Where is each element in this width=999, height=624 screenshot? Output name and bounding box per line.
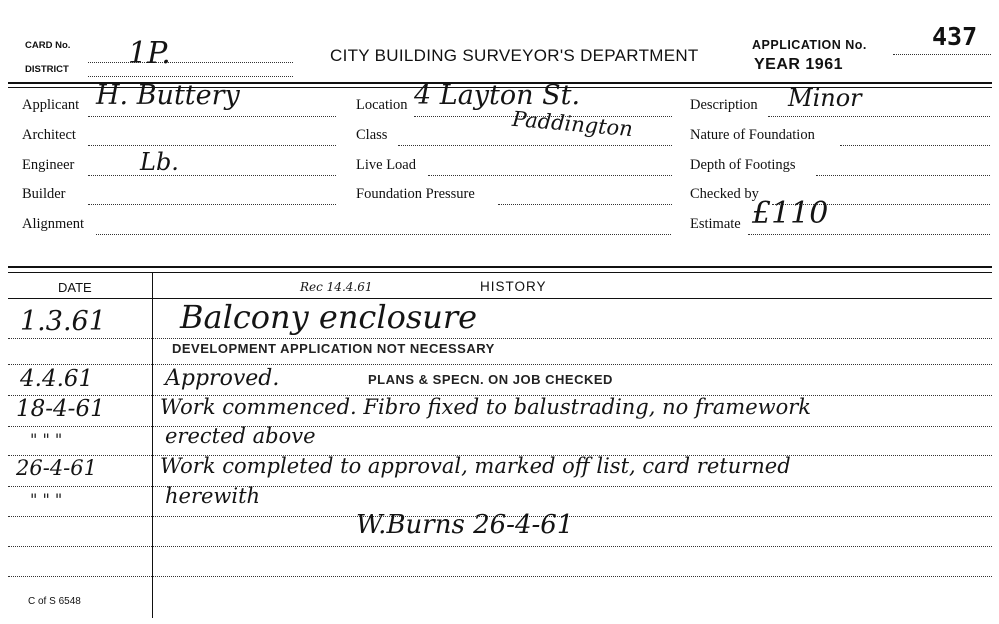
depth-of-footings-label: Depth of Footings	[690, 157, 796, 173]
description-value: Minor	[788, 84, 862, 112]
history-row-line	[8, 338, 992, 339]
history-date: " " "	[30, 430, 63, 449]
engineer-line	[88, 175, 336, 176]
description-label: Description	[690, 97, 758, 113]
card-no-line	[88, 62, 293, 63]
history-row-line	[8, 426, 992, 427]
development-stamp: DEVELOPMENT APPLICATION NOT NECESSARY	[172, 341, 495, 356]
live-load-line	[428, 175, 672, 176]
foundation-pressure-label: Foundation Pressure	[356, 186, 475, 202]
estimate-label: Estimate	[690, 216, 741, 232]
form-code: C of S 6548	[28, 596, 81, 607]
checked-by-label: Checked by	[690, 186, 759, 202]
application-no-label: APPLICATION No.	[752, 38, 867, 52]
history-row-line	[8, 546, 992, 547]
location-value: 4 Layton St.	[414, 80, 581, 111]
card-no-label: CARD No.	[25, 40, 71, 51]
location-value-2: Paddington	[511, 106, 634, 142]
history-row-line	[8, 486, 992, 487]
history-rule-2	[8, 272, 992, 273]
date-header: DATE	[58, 280, 92, 295]
architect-label: Architect	[22, 127, 76, 143]
history-row-line	[8, 576, 992, 577]
history-date: 1.3.61	[20, 306, 106, 337]
location-label: Location	[356, 97, 408, 113]
engineer-label: Engineer	[22, 157, 75, 173]
estimate-line	[748, 234, 990, 235]
history-row-line	[8, 364, 992, 365]
history-date: 26-4-61	[16, 456, 97, 480]
received-note: Rec 14.4.61	[300, 280, 373, 294]
foundation-pressure-line	[498, 204, 672, 205]
application-no-value: 437	[932, 22, 978, 51]
history-entry: Balcony enclosure	[180, 298, 478, 336]
applicant-line	[88, 116, 336, 117]
history-entry: erected above	[165, 424, 316, 448]
application-no-line	[893, 54, 991, 55]
alignment-line	[96, 234, 671, 235]
history-date: 4.4.61	[20, 366, 94, 392]
district-line	[88, 76, 293, 77]
year-label: YEAR 1961	[754, 56, 843, 73]
plans-checked-stamp: PLANS & SPECN. ON JOB CHECKED	[368, 372, 613, 387]
history-entry: Approved.	[165, 366, 280, 391]
builder-line	[88, 204, 336, 205]
depth-of-footings-line	[816, 175, 990, 176]
nature-of-foundation-line	[840, 145, 990, 146]
live-load-label: Live Load	[356, 157, 416, 173]
class-label: Class	[356, 127, 388, 143]
history-rule-top	[8, 266, 992, 268]
history-header: HISTORY	[480, 279, 547, 294]
district-label: DISTRICT	[25, 64, 69, 75]
history-entry: Work completed to approval, marked off list, card returned	[160, 454, 791, 478]
department-title: CITY BUILDING SURVEYOR'S DEPARTMENT	[330, 46, 699, 65]
applicant-label: Applicant	[22, 97, 80, 113]
date-column-divider	[152, 272, 153, 618]
builder-label: Builder	[22, 186, 66, 202]
alignment-label: Alignment	[22, 216, 85, 232]
history-entry: herewith	[165, 484, 261, 508]
nature-of-foundation-label: Nature of Foundation	[690, 127, 815, 143]
estimate-value: £110	[752, 196, 829, 231]
history-entry: Work commenced. Fibro fixed to balustrading, no framework	[160, 395, 811, 419]
class-line	[398, 145, 672, 146]
card-no-value: 1P.	[128, 36, 171, 71]
history-date: 18-4-61	[16, 396, 105, 422]
description-line	[768, 116, 990, 117]
history-date: " " "	[30, 490, 63, 509]
applicant-value: H. Buttery	[96, 80, 240, 111]
signature: W.Burns 26-4-61	[356, 510, 574, 540]
architect-line	[88, 145, 336, 146]
engineer-value: Lb.	[140, 148, 179, 176]
history-header-rule	[8, 298, 992, 299]
